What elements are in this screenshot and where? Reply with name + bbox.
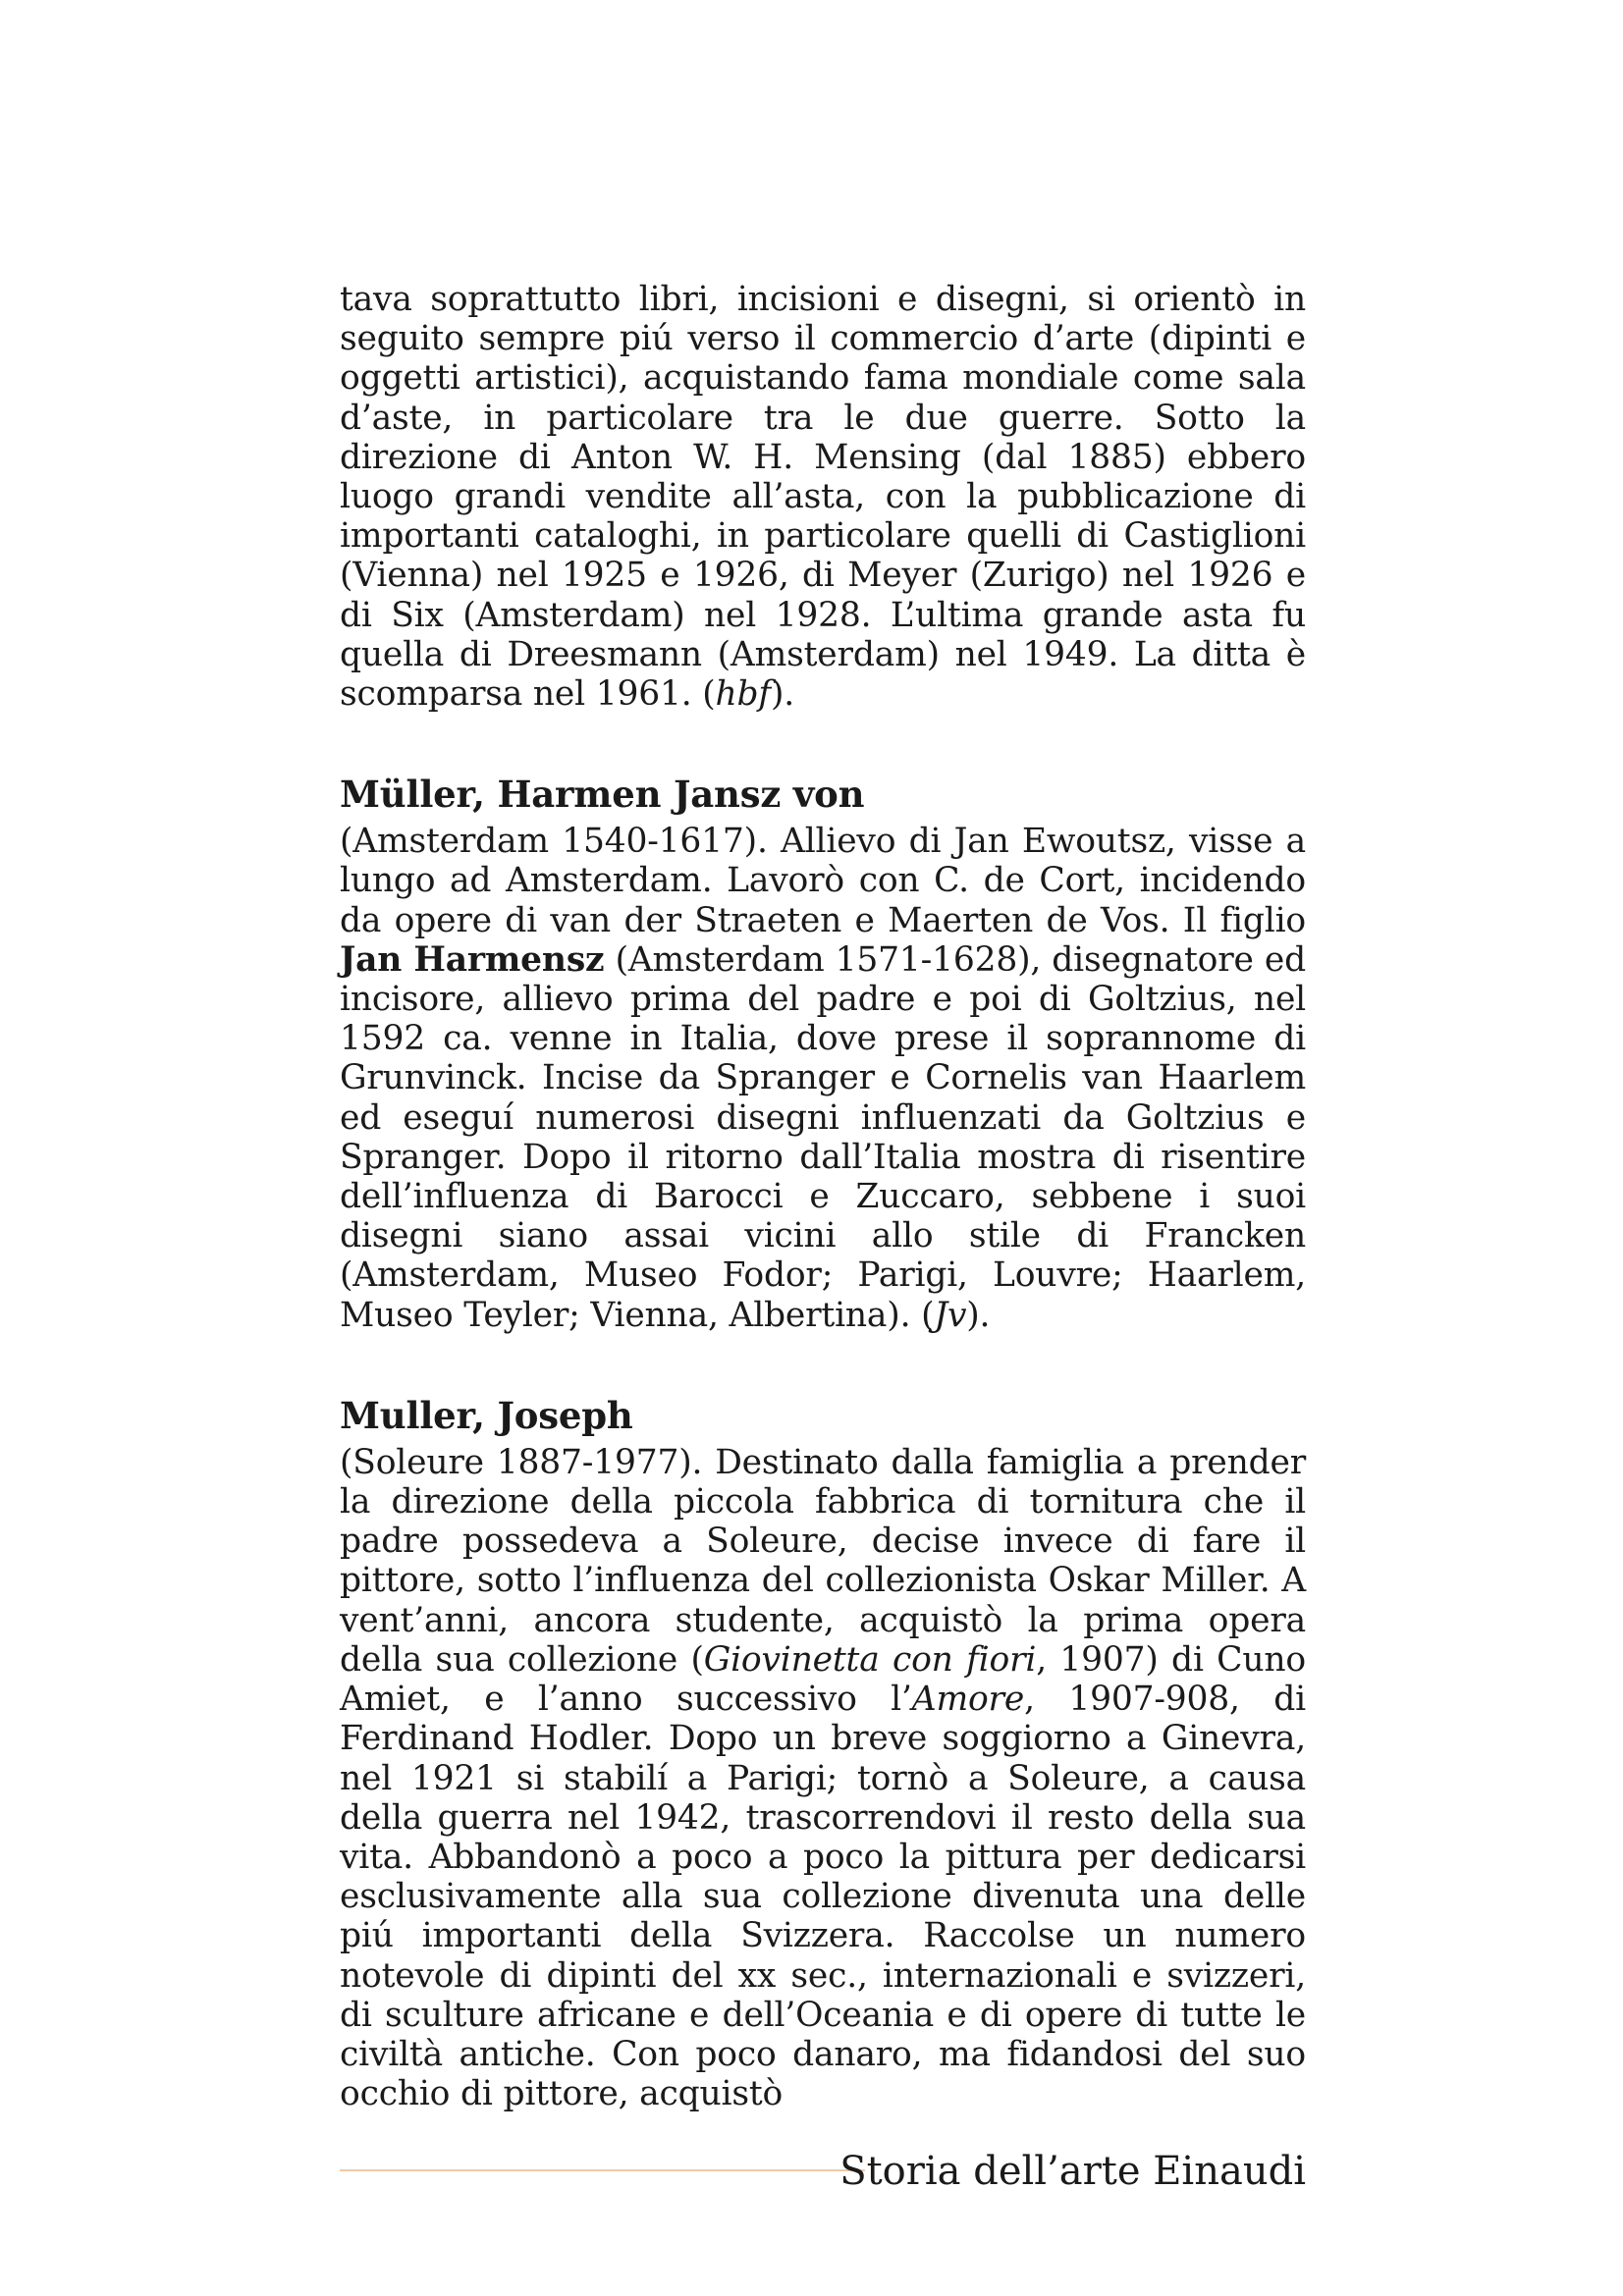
entry-text: , 1907) di Cuno Amiet, e l’anno successivo l’	[340, 1639, 1306, 1720]
intro-author-initials: hbf	[715, 674, 772, 715]
entry-title-muller-harmen: Müller, Harmen Jansz von	[340, 773, 865, 817]
artwork-title: Giovinetta con fiori	[703, 1639, 1037, 1680]
entry-text: , 1907-908, di Ferdinand Hodler. Dopo un breve soggiorno a Ginevra, nel 1921 si stabilí a Parigi; tornò a Soleure, a causa della guerra nel 1942, trascorrendovi il resto della sua vita. Abbandonò a poco a poco la pittura per dedicarsi esclusivamente alla sua collezione divenuta una delle piú importanti della Svizzera. Raccolse un numero notevole di dipinti del xx sec., internazionali e svizzeri, di sculture africane e dell’Oceania e di opere di tutte le civiltà antiche. Con poco danaro, ma fidandosi del suo occhio di pittore, acquistò	[340, 1680, 1306, 2114]
entry-text: (Amsterdam 1571-1628), disegnatore ed incisore, allievo prima del padre e poi di Goltzius, nel 1592 ca. venne in Italia, dove prese il soprannome di Grunvinck. Incise da Spranger e Cornelis van Haarlem ed eseguí numerosi disegni influenzati da Goltzius e Spranger. Dopo il ritorno dall’Italia mostra di risentire dell’influenza di Barocci e Zuccaro, sebbene i suoi disegni siano assai vicini allo stile di Francken (Amsterdam, Museo Fodor; Parigi, Louvre; Haarlem, Museo Teyler; Vienna, Albertina). (	[340, 939, 1306, 1335]
entry-text: (Soleure 1887-1977). Destinato dalla famiglia a prender la direzione della piccola fabbrica di tornitura che il padre possedeva a Soleure, decise invece di fare il pittore, sotto l’influenza del collezionista Oskar Miller. A vent’anni, ancora studente, acquistò la prima opera della sua collezione (	[340, 1442, 1306, 1680]
entry-text-end: ).	[966, 1295, 991, 1335]
page-body	[340, 280, 1306, 2113]
entry-text: (Amsterdam 1540-1617). Allievo di Jan Ewoutsz, visse a lungo ad Amsterdam. Lavorò con C. de Cort, incidendo da opere di van der Straeten e Maerten de Vos. Il figlio	[340, 822, 1306, 940]
intro-text: tava soprattutto libri, incisioni e disegni, si orientò in seguito sempre piú verso il commercio d’arte (dipinti e oggetti artistici), acquistando fama mondiale come sala d’aste, in particolare tra le due guerre. Sotto la direzione di Anton W. H. Mensing (dal 1885) ebbero luogo grandi vendite all’asta, con la pubblicazione di importanti cataloghi, in particolare quelli di Castiglioni (Vienna) nel 1925 e 1926, di Meyer (Zurigo) nel 1926 e di Six (Amsterdam) nel 1928. L’ultima grande asta fu quella di Dreesmann (Amsterdam) nel 1949. La ditta è scomparsa nel 1961. (	[340, 280, 1306, 715]
entry-body-muller-joseph	[340, 1443, 1306, 2113]
footer-label: Storia dell’arte Einaudi	[839, 2149, 1306, 2194]
footer-rule	[340, 2169, 865, 2171]
entry-title-muller-joseph: Muller, Joseph	[340, 1393, 633, 1437]
entry-body-muller-harmen	[340, 822, 1306, 1335]
intro-paragraph	[340, 280, 1306, 714]
page-footer	[340, 2148, 1306, 2195]
entry-author-initials: Jv	[934, 1295, 967, 1335]
artwork-title: Amore	[911, 1680, 1025, 1720]
intro-text-end: ).	[771, 674, 795, 715]
entry-bold-name: Jan Harmensz	[340, 939, 605, 980]
